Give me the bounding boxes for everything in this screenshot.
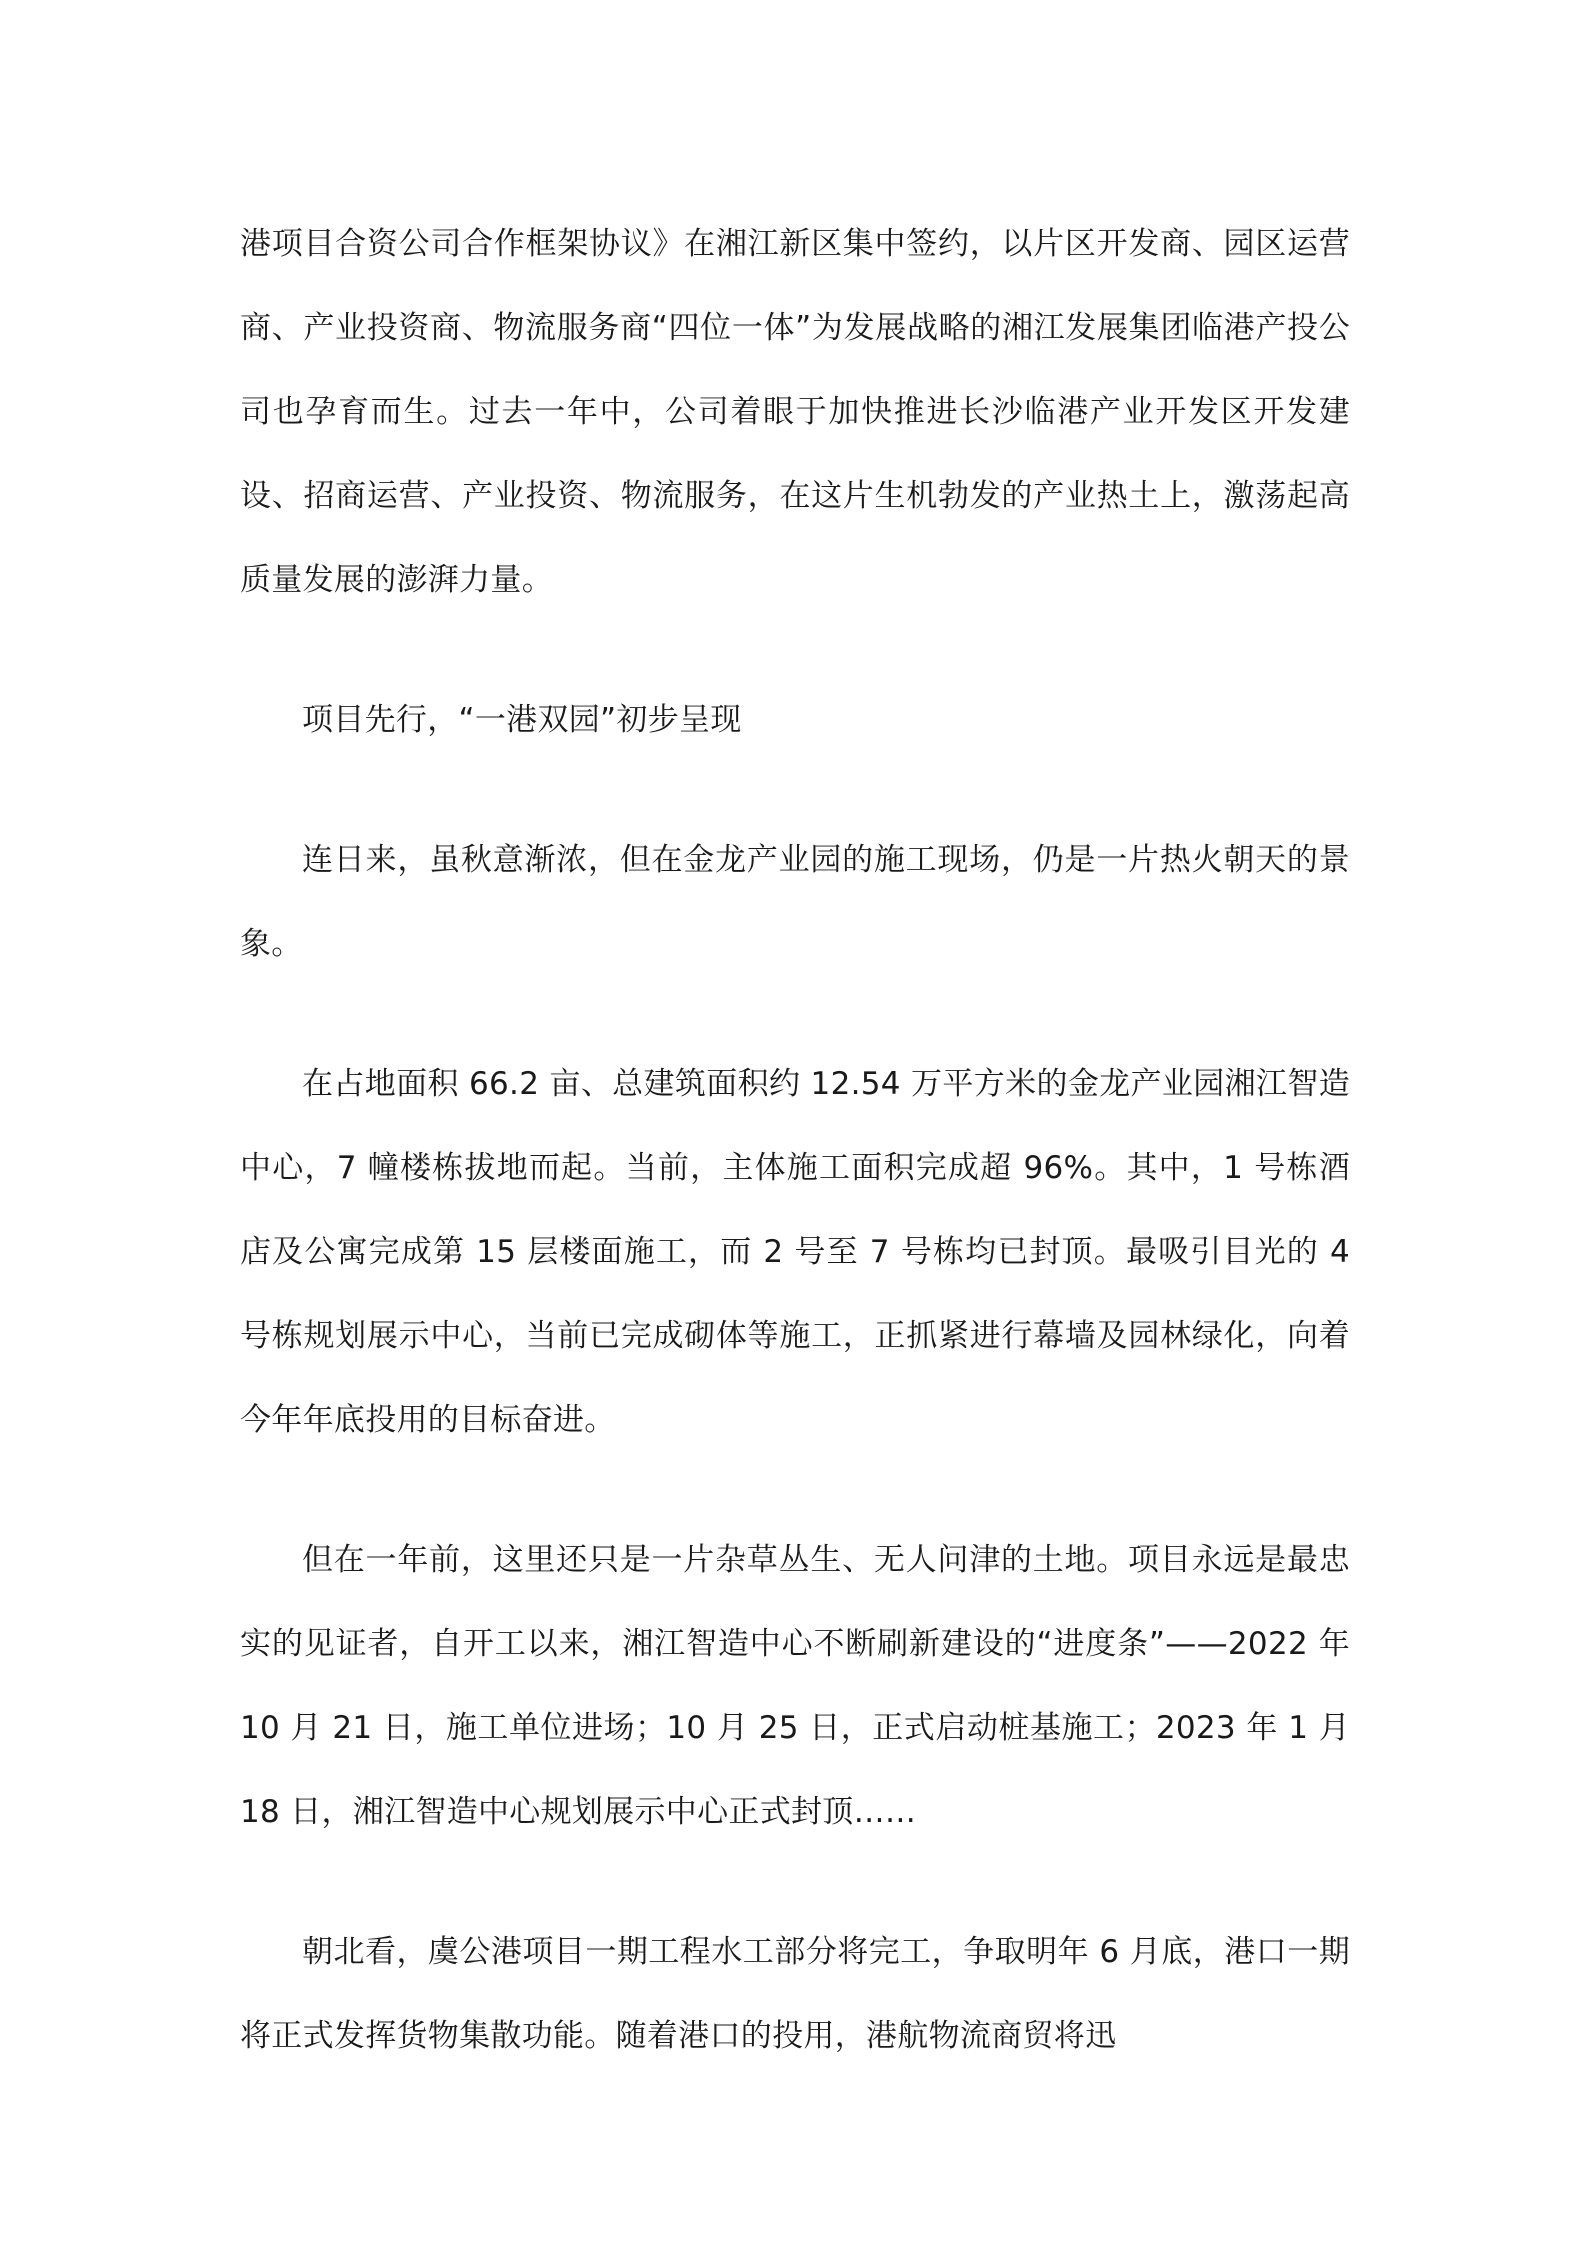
section-heading: 项目先行，“一港双园”初步呈现 (302, 702, 742, 738)
paragraph-port-project: 朝北看，虞公港项目一期工程水工部分将完工，争取明年 6 月底，港口一期将正式发挥货物集散功能。随着港口的投用，港航物流商贸将迅 (240, 1934, 1350, 2054)
paragraph-smart-manufacturing-center: 在占地面积 66.2 亩、总建筑面积约 12.54 万平方米的金龙产业园湘江智造中心，7 幢楼栋拔地而起。当前，主体施工面积完成超 96%。其中，1 号栋酒店及公寓完成第 15 层楼面施工，而 2 号至 7 号栋均已封顶。最吸引目光的 4 号栋规划展示中心，当前已完成砌体等施工，正抓紧进行幕墙及园林绿化，向着今年年底投用的目标奋进。 (240, 1066, 1350, 1438)
paragraph-construction-site: 连日来，虽秋意渐浓，但在金龙产业园的施工现场，仍是一片热火朝天的景象。 (240, 842, 1350, 962)
document-body (240, 202, 1350, 2078)
paragraph-progress-timeline: 但在一年前，这里还只是一片杂草丛生、无人问津的土地。项目永远是最忠实的见证者，自开工以来，湘江智造中心不断刷新建设的“进度条”——2022 年 10 月 21 日，施工单位进场；10 月 25 日，正式启动桩基施工；2023 年 1 月 18 日，湘江智造中心规划展示中心正式封顶…… (240, 1542, 1350, 1830)
paragraph-continued-signing: 港项目合资公司合作框架协议》在湘江新区集中签约，以片区开发商、园区运营商、产业投资商、物流服务商“四位一体”为发展战略的湘江发展集团临港产投公司也孕育而生。过去一年中，公司着眼于加快推进长沙临港产业开发区开发建设、招商运营、产业投资、物流服务，在这片生机勃发的产业热土上，激荡起高质量发展的澎湃力量。 (240, 226, 1350, 598)
